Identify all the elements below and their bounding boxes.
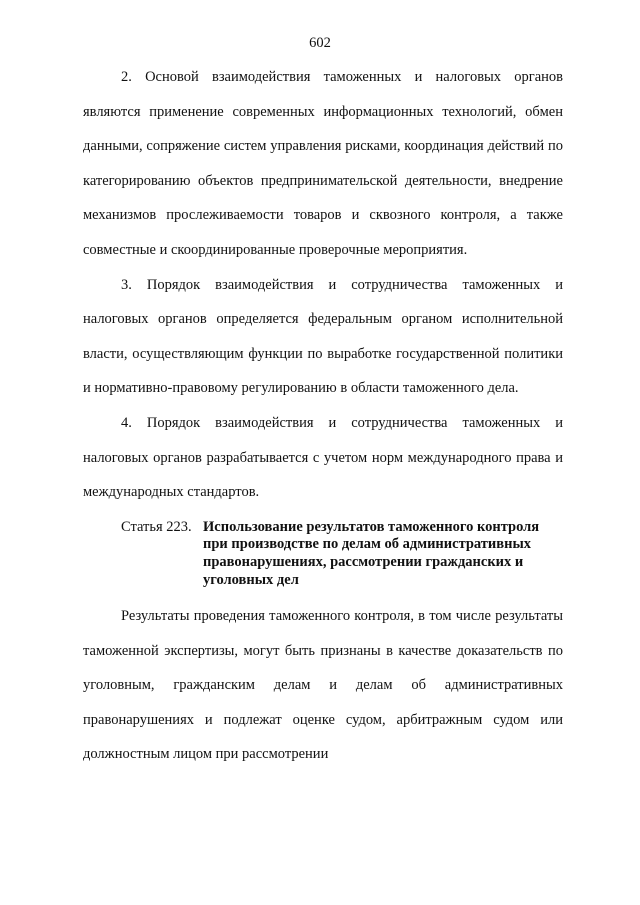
page-number: 602 xyxy=(309,35,331,51)
paragraph-2: 2. Основой взаимодействия таможенных и налоговых органов являются применение современных информационных технологий, обмен данными, сопряжение систем управления рисками, координация действий по категорированию объектов предпринимательской деятельности, внедрение механизмов прослеживаемости товаров и сквозного контроля, а также совместные и скоординированные проверочные мероприятия. xyxy=(83,69,563,258)
paragraph-4: 4. Порядок взаимодействия и сотрудничества таможенных и налоговых органов разрабатывается с учетом норм международного права и международных стандартов. xyxy=(83,414,563,501)
article-heading xyxy=(121,519,563,589)
article-number: Статья 223. xyxy=(121,518,192,535)
document-body xyxy=(83,60,563,772)
article-title: Использование результатов таможенного контроля при производстве по делам об административных правонарушениях, рассмотрении гражданских и уголовных дел xyxy=(203,518,540,588)
article-body-paragraph: Результаты проведения таможенного контроля, в том числе результаты таможенной экспертизы, могут быть признаны в качестве доказательств по уголовным, гражданским делам и делам об административных правонарушениях и подлежат оценке судом, арбитражным судом или должностным лицом при рассмотрении xyxy=(83,608,563,763)
paragraph-3: 3. Порядок взаимодействия и сотрудничества таможенных и налоговых органов определяется федеральным органом исполнительной власти, осуществляющим функции по выработке государственной политики и нормативно-правовому регулированию в области таможенного дела. xyxy=(83,276,563,397)
